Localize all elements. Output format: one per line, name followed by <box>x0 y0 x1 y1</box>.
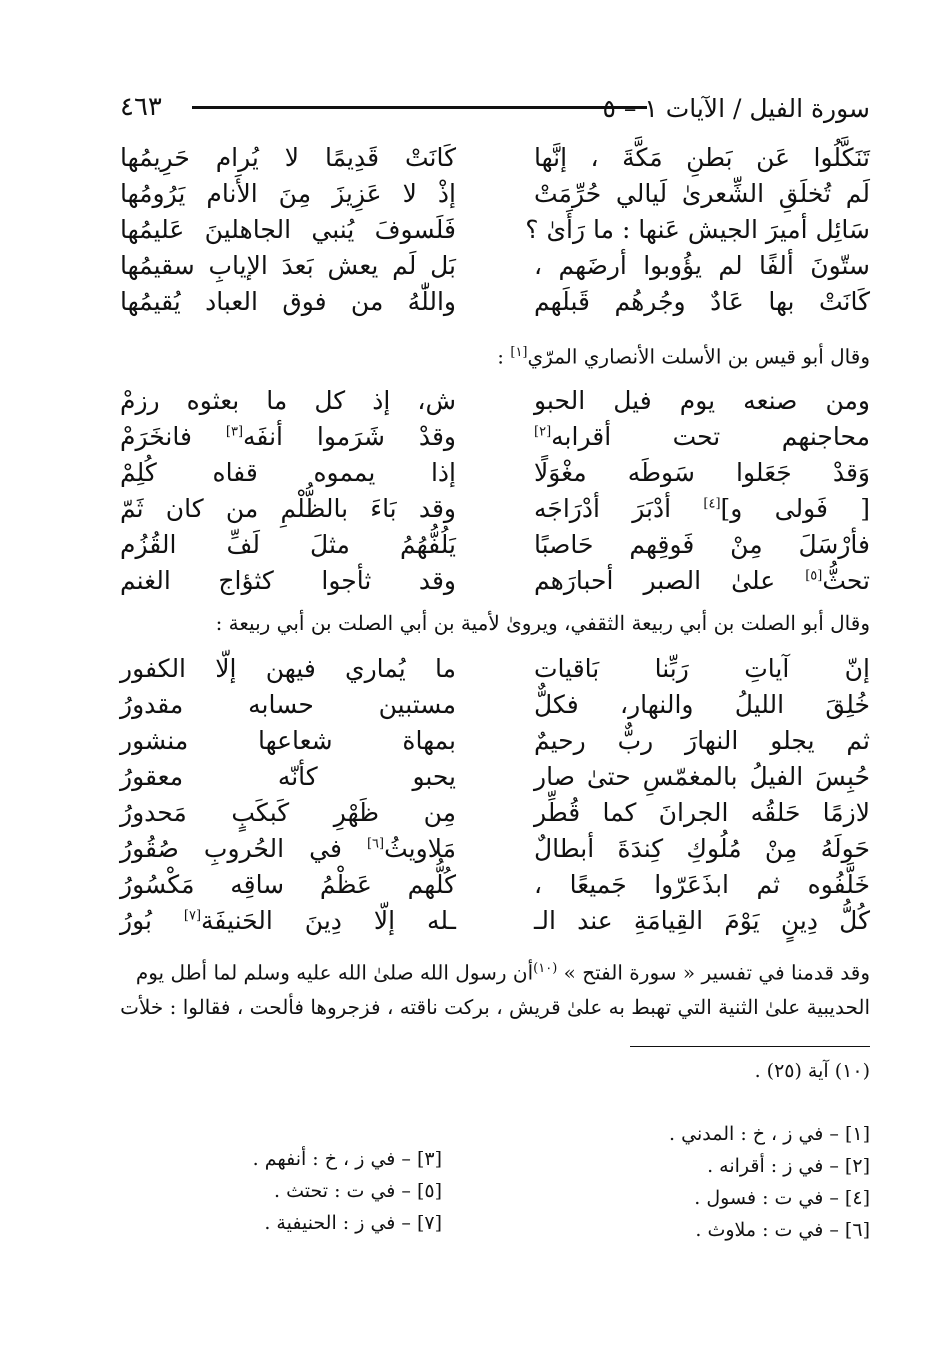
verse-hemistich-second <box>120 566 456 595</box>
footnote-10: (١٠) آية (٢٥) . <box>754 1060 870 1082</box>
footnote-item: [٦] – في ت : ملاوث . <box>695 1219 870 1241</box>
verse-hemistich-second <box>120 494 456 523</box>
verse-hemistich-first <box>534 458 870 487</box>
verse-line <box>120 906 870 942</box>
footnote-item: [٧] – في ز : الحنيفية . <box>264 1212 442 1234</box>
verse-text: كُلُّ دِينٍ يَوْمَ القِيامَةِ عند الـ <box>534 906 870 935</box>
verse-line <box>120 762 870 798</box>
footnote-rule <box>630 1046 870 1047</box>
verse-line <box>120 654 870 690</box>
verse-text: ثم يجلو النهارَ ربٌّ رحيمٌ <box>534 726 870 755</box>
verse-line <box>120 458 870 494</box>
verse-hemistich-first: سَائِل أميرَ الجيش عَنها : ما رَأَىٰ ؟ <box>525 215 870 244</box>
verse-hemistich-second <box>120 654 456 683</box>
verse-text-tail: فانخَرَمْ <box>120 422 226 451</box>
verse-hemistich-second: كَانَتْ قَدِيمًا لا يُرام حَرِيمُها <box>120 143 456 172</box>
verse-text: تحثُّ <box>822 566 870 595</box>
verse-text: ومن صنعه يوم فيل الحبو <box>534 386 870 415</box>
verse-text: وقد ثأجوا كثؤاج الغنم <box>120 566 456 595</box>
verse-line <box>120 870 870 906</box>
closing-text: وقد قدمنا في تفسير « سورة الفتح » <box>563 960 870 985</box>
verse-hemistich-second <box>120 530 456 559</box>
footnote-ref: [٧] <box>183 908 202 924</box>
running-title: سورة الفيل / الآيات ١ – ٥ <box>602 94 870 123</box>
footnote-ref: [٥] <box>805 568 823 584</box>
verse-hemistich-first <box>534 834 870 863</box>
verse-hemistich-second: فَلَسوفَ يُنبي الجاهلينَ عَليمُها <box>120 215 456 244</box>
verse-text: مَلاويثُ <box>384 834 456 863</box>
verse-text: فأرْسَلَ مِنْ فَوقِهم حَاصبًا <box>534 530 870 559</box>
verse-line <box>120 530 870 566</box>
verse-text: وقدْ شَرَموا أنفَه <box>243 422 456 451</box>
verse-text: إنّ آياتِ رَبِّنا بَاقيات <box>534 654 870 683</box>
verse-hemistich-second <box>120 458 456 487</box>
verse-text: يَلُفُّهُمُ مثلَ لَفِّ القُزُم <box>120 530 456 559</box>
verse-hemistich-first <box>534 726 870 755</box>
verse-text: خُلِقَ الليلُ والنهار، فكلٌّ <box>534 690 870 719</box>
verse-hemistich-second <box>120 690 456 719</box>
verse-hemistich-first: تَنَكَّلُوا عَن بَطنِ مَكَّةَ ، إنَّها <box>534 143 870 172</box>
verse-hemistich-first: ستّونَ ألفًا لم يؤُوبوا أرضَهم ، <box>534 251 870 280</box>
verse-hemistich-second <box>120 726 456 755</box>
verse-text-tail: بُورُ <box>120 906 184 935</box>
intro-tail: : <box>497 344 511 369</box>
closing-text: أن رسول الله صلىٰ الله عليه وسلم لما أطل يوم <box>135 960 534 985</box>
closing-line-1 <box>90 952 870 990</box>
verse-text: كُلُّهم عَظْمُ ساقِه مَكْسُورُ <box>120 870 456 899</box>
verse-text: حَولَهُ مِنْ مُلُوكِ كِندَةَ أبطالٌ <box>534 834 870 863</box>
verse-hemistich-second: واللّٰهُ من فوق العباد يُقيمُها <box>120 287 456 316</box>
verse-hemistich-second <box>120 906 456 935</box>
verse-hemistich-second <box>120 798 456 827</box>
footnote-item: [٢] – في ز : أقرانه . <box>707 1155 870 1177</box>
poem-1 <box>120 143 870 323</box>
verse-hemistich-second <box>120 422 456 451</box>
verse-text: مستبين حسابه مقدورُ <box>120 690 456 719</box>
verse-hemistich-first <box>534 906 870 935</box>
footnote-item: [٥] – في ت : تحتث . <box>274 1180 442 1202</box>
verse-text-tail: في الحُروبِ صُقُورُ <box>120 834 367 863</box>
footnote-ref: [٣] <box>225 424 244 440</box>
verse-line <box>120 690 870 726</box>
verse-text: مِن ظَهْرِ كَبكَبٍ مَحدورُ <box>120 798 456 827</box>
verse-hemistich-first <box>534 690 870 719</box>
closing-paragraph <box>90 952 870 1024</box>
verse-hemistich-second <box>120 870 456 899</box>
poem-2-intro <box>90 336 870 374</box>
verse-line <box>120 386 870 422</box>
verse-line <box>120 494 870 530</box>
verse-line <box>120 422 870 458</box>
header-rule <box>192 106 647 109</box>
verse-hemistich-first <box>534 494 870 523</box>
verse-text: حُبِسَ الفيلُ بالمغمّسِ حتىٰ صار <box>534 762 870 791</box>
verse-text: [ فَولى و] <box>720 494 870 523</box>
verse-hemistich-second <box>120 386 456 415</box>
poem-2 <box>120 386 870 602</box>
footnote-item: [١] – في ز ، خ : المدني . <box>669 1123 870 1145</box>
verse-hemistich-first <box>534 530 870 559</box>
footnotes-right-column <box>669 1118 870 1246</box>
intro-text: وقال أبو قيس بن الأسلت الأنصاري المرّي <box>527 344 870 369</box>
footnotes-left-column <box>253 1143 442 1239</box>
verse-hemistich-second <box>120 834 456 863</box>
verse-hemistich-first <box>534 654 870 683</box>
verse-line <box>120 143 870 179</box>
verse-hemistich-first <box>534 870 870 899</box>
verse-hemistich-first: كَانَتْ بها عَادٌ وجُرهُم قَبلَهم <box>534 287 870 316</box>
footnote-ref: [٦] <box>366 836 385 852</box>
verse-hemistich-first <box>534 422 870 451</box>
verse-hemistich-first: لَم تُخلَقِ الشِّعرىٰ لَيالي حُرِّمَتْ <box>534 179 870 208</box>
verse-text-tail: علىٰ الصبر أحبارَهم <box>534 566 806 595</box>
verse-line <box>120 215 870 251</box>
footnote-ref: [٢] <box>534 424 552 440</box>
verse-line <box>120 834 870 870</box>
verse-line <box>120 287 870 323</box>
verse-text: ش، إذ كل ما بعثوه رزمْ <box>120 386 456 415</box>
footnote-item: [٣] – في ز ، خ : أنفهم . <box>252 1148 442 1170</box>
verse-text: وقد بَاءَ بالظُّلْمِ من كان ثَمّ <box>120 494 456 523</box>
page-header <box>120 88 870 128</box>
closing-line-2: الحديبية علىٰ الثنية التي تهبط به علىٰ قريش ، بركت ناقته ، فزجروها فألحت ، فقالوا : خلأت <box>120 994 870 1019</box>
verse-line <box>120 726 870 762</box>
verse-line <box>120 251 870 287</box>
verse-hemistich-second <box>120 762 456 791</box>
verse-text: وَقدْ جَعَلوا سَوطَه مغْوَلًا <box>534 458 870 487</box>
verse-hemistich-first <box>534 798 870 827</box>
verse-text: محاجنهم تحت أقرابه <box>551 422 870 451</box>
verse-hemistich-first <box>534 566 870 595</box>
verse-line <box>120 566 870 602</box>
footnote-ref: [٤] <box>703 496 721 512</box>
verse-line <box>120 798 870 834</box>
verse-text: يحبو كأنّه معقورُ <box>120 762 456 791</box>
footnote-item: [٤] – في ت : فسول . <box>694 1187 870 1209</box>
verse-hemistich-second: إذْ لا عَزِيزَ مِنَ الأَنام يَرُومُها <box>120 179 456 208</box>
poem-3-intro: وقال أبو الصلت بن أبي ربيعة الثقفي، ويروىٰ لأمية بن أبي الصلت بن أبي ربيعة : <box>215 611 870 635</box>
verse-hemistich-first <box>534 762 870 791</box>
verse-text: خَلَّفُوه ثم ابذَعَرّوا جَميعًا ، <box>534 870 870 899</box>
footnote-ref: [١] <box>510 345 528 360</box>
verse-line <box>120 179 870 215</box>
page-number: ٤٦٣ <box>120 92 162 122</box>
verse-text: ما يُماري فيهن إلّا الكفور <box>120 654 456 683</box>
verse-hemistich-second: بَل لَم يعش بَعدَ الإيابِ سقيمُها <box>120 251 456 280</box>
verse-hemistich-first <box>534 386 870 415</box>
verse-text: لازمًا حَلقُه الجرانَ كما قُطِّر <box>534 798 870 827</box>
poem-3 <box>120 654 870 942</box>
verse-text: ـله إلّا دِينَ الحَنيفَة <box>201 906 456 935</box>
footnote-ref: (١٠) <box>533 961 558 976</box>
verse-text: إذا يمموه قفاه كُلِمْ <box>120 458 456 487</box>
verse-text: بمهاة شعاعها منشور <box>120 726 456 755</box>
verse-text-tail: أدْبَرَ أدْرَاجَه <box>534 494 704 523</box>
